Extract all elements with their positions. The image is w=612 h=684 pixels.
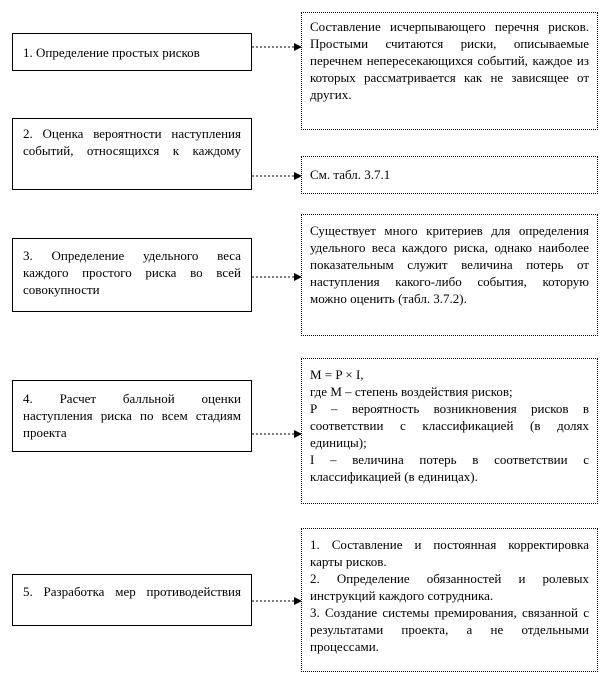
description-box-5 [301,528,598,672]
step-box-2 [12,118,252,190]
step-box-4 [12,380,252,452]
formula-line: M = P × I, [310,367,364,382]
step-label-3: 3. Определение удельного веса каждого простого риска во всей совокупности [23,248,241,297]
step-box-5 [12,574,252,626]
step-label-1: 1. Определение простых рисков [23,45,200,60]
description-text-3: Существует много критериев для определения удельного веса каждого риска, однако наиболее показательным служит величина потерь от наступления какого-либо события, которую можно оценить (табл. 3.7.2). [310,223,589,306]
formula-i-definition: I – величина потерь в соответствии с классификацией (в единицах). [310,452,589,484]
step-box-1 [12,33,252,71]
step-label-5: 5. Разработка мер противодействия [23,584,241,599]
measure-item-3: 3. Создание системы премирования, связанной с результатами проекта, а не отдельными процессами. [310,605,589,654]
measure-item-1: 1. Составление и постоянная корректировка карты рисков. [310,537,589,569]
step-label-2: 2. Оценка вероятности наступления событий, относящихся к каждому [23,126,241,158]
step-box-3 [12,238,252,312]
description-box-4 [301,358,598,504]
measure-item-2: 2. Определение обязанностей и ролевых инструкций каждого сотрудника. [310,571,589,603]
description-box-1 [301,12,598,130]
formula-m-definition: где M – степень воздействия рисков; [310,384,513,399]
step-label-4: 4. Расчет балльной оценки наступления риска по всем стадиям проекта [23,391,241,440]
description-text-1: Составление исчерпывающего перечня рисков. Простыми считаются риски, описываемые перечнем непересекающихся событий, каждое из которых рассматривается как не зависящее от других. [310,19,589,102]
description-box-2 [301,156,598,194]
formula-p-definition: P – вероятность возникновения рисков в соответствии с классификацией (в долях единицы); [310,401,589,450]
description-text-2: См. табл. 3.7.1 [310,167,391,182]
description-box-3 [301,214,598,336]
